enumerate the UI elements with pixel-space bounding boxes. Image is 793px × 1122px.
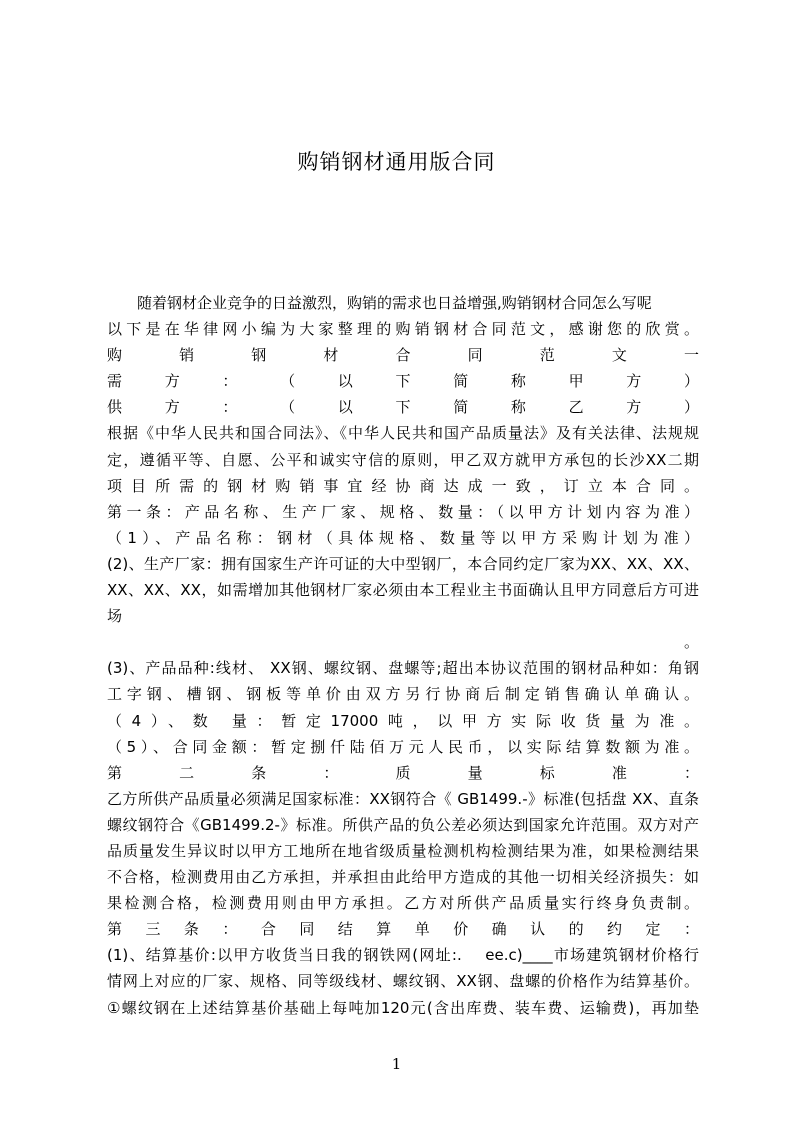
clause-line: 情网上对应的厂家、规格、同等级线材、螺纹钢、XX钢、盘螺的价格作为结算基价。 <box>107 972 699 991</box>
party-seller-line: 供 方 ： （ 以 下 简 称 乙 方 ） <box>107 398 699 417</box>
clause-line: (2)、生产厂家：拥有国家生产许可证的大中型钢厂，本合同约定厂家为XX、XX、XX、 <box>107 554 699 573</box>
article-3-heading: 第 三 条 ： 合 同 结 算 单 价 确 认 的 约 定 ： <box>107 920 699 939</box>
section-heading: 购 销 钢 材 合 同 范 文 一 <box>107 346 699 365</box>
document-body <box>107 290 699 1021</box>
article-1-heading: 第一条：产品名称、生产厂家、规格、数量：（以甲方计划内容为准） <box>107 502 699 521</box>
paragraph-line: 项目所需的钢材购销事宜经协商达成一致，订立本合同。 <box>107 476 699 495</box>
clause-line: 场 <box>107 607 123 626</box>
clause-line: 乙方所供产品质量必须满足国家标准：XX钢符合《 GB1499.-》标准(包括盘 XX、直条 <box>107 789 699 808</box>
article-2-heading: 第 二 条 ： 质 量 标 准 ： <box>107 763 699 782</box>
intro-line-1: 随着钢材企业竞争的日益激烈，购销的需求也日益增强,购销钢材合同怎么写呢 <box>137 294 652 312</box>
clause-line: 品质量发生异议时以甲方工地所在地省级质量检测机构检测结果为准，如果检测结果 <box>107 841 699 860</box>
clause-line: (1)、结算基价:以甲方收货当日我的钢铁网(网址:. ee.c)____市场建筑钢材价格行 <box>107 946 699 965</box>
document-title: 购销钢材通用版合同 <box>297 150 496 174</box>
clause-line: XX、XX、XX，如需增加其他钢材厂家必须由本工程业主书面确认且甲方同意后方可进 <box>107 581 699 600</box>
clause-line: 。 <box>683 633 699 652</box>
clause-line: ①螺纹钢在上述结算基价基础上每吨加120元(含出库费、装车费、运输费)，再加垫 <box>107 998 699 1017</box>
clause-line: （5）、合同金额：暂定捌仟陆佰万元人民币，以实际结算数额为准。 <box>107 737 699 756</box>
paragraph-line: 根据《中华人民共和国合同法》、《中华人民共和国产品质量法》及有关法律、法规规 <box>107 424 699 443</box>
clause-line: (3)、产品品种:线材、 XX钢、螺纹钢、盘螺等;超出本协议范围的钢材品种如：角钢 <box>107 659 699 678</box>
clause-line: （4）、数 量：暂定17000吨，以甲方实际收货量为准。 <box>107 711 699 730</box>
party-buyer-line: 需 方 ： （ 以 下 简 称 甲 方 ） <box>107 372 699 391</box>
paragraph-line: 定，遵循平等、自愿、公平和诚实守信的原则，甲乙双方就甲方承包的长沙XX二期 <box>107 450 699 469</box>
page-number: 1 <box>391 1055 402 1073</box>
clause-line: 螺纹钢符合《GB1499.2-》标准。所供产品的负公差必须达到国家允许范围。双方对产 <box>107 815 699 834</box>
clause-line: 不合格，检测费用由乙方承担，并承担由此给甲方造成的其他一切相关经济损失：如 <box>107 868 699 887</box>
clause-line: 果检测合格，检测费用则由甲方承担。乙方对所供产品质量实行终身负责制。 <box>107 894 699 913</box>
clause-line: （1）、产品名称：钢材（具体规格、数量等以甲方采购计划为准） <box>107 528 699 547</box>
clause-line: 工字钢、槽钢、钢板等单价由双方另行协商后制定销售确认单确认。 <box>107 685 699 704</box>
intro-line-2: 以下是在华律网小编为大家整理的购销钢材合同范文，感谢您的欣赏。 <box>107 320 699 339</box>
